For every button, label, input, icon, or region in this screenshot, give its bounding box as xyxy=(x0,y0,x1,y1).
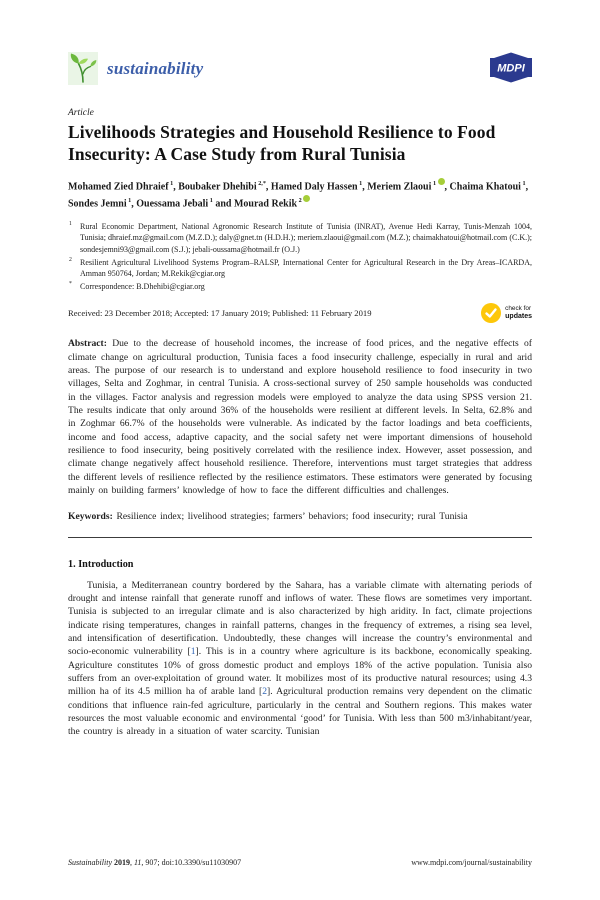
author-affiliation-sup: 1 xyxy=(208,196,213,204)
abstract-text: Due to the decrease of household incomes, the increase of food prices, and the negative effects of climate change on agricultural production, Tunisia faces a food insecurity challenge, especially in rural and arid areas. The purpose of our research is to understand and explore household resilience to food insecurity in two villages, Selta and Zoghmar, in central Tunisia. A cross-sectional survey of 250 sample households was conducted in the villages. Factor analysis and regression models were employed to analyze the data using SPSS version 21. The results indicate that only around 36% of the households were resilient at different levels. In Selta, 62.8% and in Zoghmar 66.7% of the households were vulnerable. As indicated by the factor loadings and beta coefficients, income and food access, adaptive capacity, and the social safety net were important dimensions of household resilience to food insecurity, being positively correlated with the resilience index. However, asset possession, and climate change negatively affect household resilience. Therefore, interventions must target strategies that address the different levels of resilience reflected by the resilience estimators. These estimators were generated by focusing mainly on building farmers’ knowledge of how to face the different difficulties and challenges. xyxy=(68,338,532,496)
footer-citation-segment: , xyxy=(130,858,134,867)
paragraph-text: ]. This is in a country where agriculture is its backbone, economically speaking. Agriculture constitutes 10% of gross domestic product and employs 18% of the active population. Tunisia also suffers from an over-exploitation of ground water. It mobilizes most of its productive natural resources; using 4.3 million ha of its 4.5 million ha of arable land [ xyxy=(68,646,532,698)
author-affiliation-sup: 1 xyxy=(126,196,132,204)
affiliation-marker: 2 xyxy=(69,256,72,263)
page-footer xyxy=(68,858,532,867)
footer-citation-segment: 2019 xyxy=(114,858,130,867)
author-separator: , xyxy=(362,181,368,193)
sustainability-sprout-icon xyxy=(68,52,98,85)
author-affiliation-sup: 1 xyxy=(520,180,526,188)
affiliation-marker: * xyxy=(69,280,72,287)
keywords-label: Keywords: xyxy=(68,511,113,523)
section-divider xyxy=(68,537,532,538)
author-separator: , xyxy=(444,181,450,193)
author-name: Meriem Zlaoui xyxy=(367,181,432,193)
affiliation-text: Correspondence: B.Dhehibi@cgiar.org xyxy=(80,281,205,291)
journal-logo xyxy=(68,52,203,85)
svg-text:MDPI: MDPI xyxy=(497,62,525,75)
check-for-updates-label: check for updates xyxy=(505,305,532,320)
orcid-icon[interactable] xyxy=(438,178,445,185)
mdpi-logo xyxy=(490,52,532,83)
abstract-label: Abstract: xyxy=(68,338,107,350)
author-affiliation-sup: 1 xyxy=(431,180,437,188)
affiliation-text: Rural Economic Department, National Agronomic Research Institute of Tunisia (INRAT), Avenue Hedi Karray, Tunis-Menzah 1004, Tunisia; dhraief.mz@gmail.com (M.Z.D.); daly@gnet.tn (H.D.H.); meriem.zlaoui@gmail.com (M.Z.); chaimakhatoui@hotmail.com (C.K.); sondesjemni93@gmail.com (S.J.); jebali-oussama@hotmail.fr (O.J.) xyxy=(80,221,532,254)
abstract-paragraph xyxy=(68,337,532,497)
received-accepted-published: Received: 23 December 2018; Accepted: 17 January 2019; Published: 11 February 2019 xyxy=(68,308,372,319)
paragraph-text: ]. Agricultural production remains very dependent on the climatic conditions that influence rain-fed agriculture, particularly in the central and Southern regions. This makes water resources the most valuable economic and environmental ‘good’ for Tunisia. With less than 500 m3/inhabitant/year, the country is already in a situation of water scarcity. Tunisian xyxy=(68,686,532,738)
footer-citation xyxy=(68,858,241,867)
author-affiliation-sup: 1 xyxy=(168,180,174,188)
author-name: Chaima Khatoui xyxy=(449,181,521,193)
author-separator: , xyxy=(525,181,529,193)
footer-citation-segment: , 907; doi:10.3390/su11030907 xyxy=(141,858,242,867)
affiliation-row xyxy=(68,281,532,293)
citation-link[interactable]: 2 xyxy=(262,686,268,698)
author-list xyxy=(68,178,532,212)
author-separator: , xyxy=(265,181,271,193)
check-circle-icon xyxy=(481,303,501,323)
check-for-updates-badge[interactable] xyxy=(481,303,532,323)
citation-link[interactable]: 1 xyxy=(190,646,196,658)
orcid-icon[interactable] xyxy=(303,195,310,202)
footer-journal-url[interactable]: www.mdpi.com/journal/sustainability xyxy=(411,858,532,867)
keywords-text: Resilience index; livelihood strategies; farmers’ behaviors; food insecurity; rural Tunisia xyxy=(116,511,468,523)
author-separator: , xyxy=(173,181,179,193)
introduction-paragraph xyxy=(68,579,532,739)
footer-citation-segment: Sustainability xyxy=(68,858,114,867)
article-type-label: Article xyxy=(68,108,94,118)
dates-row xyxy=(68,303,532,323)
journal-wordmark: sustainability xyxy=(107,58,204,78)
author-affiliation-sup: 1 xyxy=(357,180,363,188)
footer-citation-segment: 11 xyxy=(134,858,142,867)
author-separator: and xyxy=(212,198,234,210)
section-heading-introduction: 1. Introduction xyxy=(68,558,134,570)
affiliation-row xyxy=(68,221,532,256)
page-header xyxy=(68,52,532,90)
author-separator: , xyxy=(131,198,137,210)
author-affiliation-sup: 2,* xyxy=(256,180,266,188)
keywords-paragraph xyxy=(68,510,532,523)
author-name: Mohamed Zied Dhraief xyxy=(68,181,169,193)
author-name: Hamed Daly Hassen xyxy=(270,181,358,193)
author-name: Sondes Jemni xyxy=(68,198,127,210)
author-name: Boubaker Dhehibi xyxy=(178,181,257,193)
author-affiliation-sup: 2 xyxy=(297,196,302,204)
paper-title: Livelihoods Strategies and Household Resilience to Food Insecurity: A Case Study from Rural Tunisia xyxy=(68,122,496,165)
author-name: Ouessama Jebali xyxy=(136,198,209,210)
author-name: Mourad Rekik xyxy=(233,198,298,210)
affiliation-row xyxy=(68,257,532,280)
affiliation-text: Resilient Agricultural Livelihood Systems Program–RALSP, International Center for Agricultural Research in the Dry Areas–ICARDA, Amman 950764, Jordan; M.Rekik@cgiar.org xyxy=(80,257,532,279)
affiliation-marker: 1 xyxy=(69,220,72,227)
affiliation-list xyxy=(68,221,532,293)
paragraph-text: Tunisia, a Mediterranean country bordered by the Sahara, has a variable climate with alternating periods of drought and intense rainfall that generate runoff and inflows of water. These flows are sometimes very important. Tunisia is subjected to an irregular climate and is also characterized by high aridity. In fact, climate projections indicate rising temperatures, changes in rainfall patterns, changes in the frequency of extremes, a rising sea level, and intensification of desertification. Undoubtedly, these changes will increase the country’s environmental and socio-economic vulnerability [ xyxy=(68,579,532,658)
